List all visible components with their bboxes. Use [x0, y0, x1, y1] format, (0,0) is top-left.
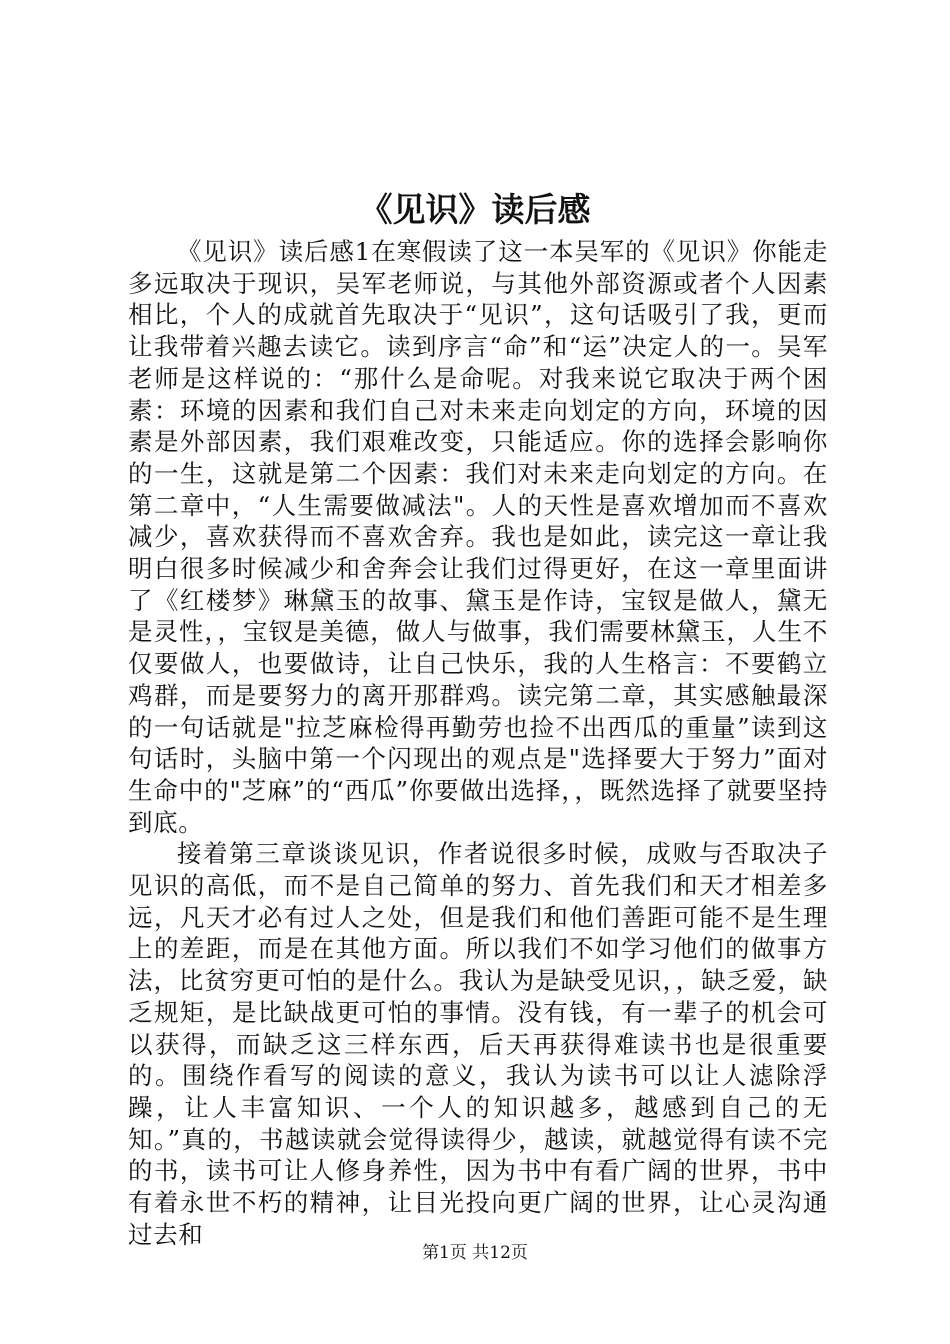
document-title: 《见识》读后感 — [359, 190, 591, 229]
paragraph-2: 接着第三章谈谈见识，作者说很多时候，成败与否取决子见识的高低，而不是自己简单的努力、首先我们和天才相差多远，凡天才必有过人之处，但是我们和他们善距可能不是生理上的差距，而是在其他方面。所以我们不如学习他们的做事方法，比贫穷更可怕的是什么。我认为是缺受见识，，缺乏爱，缺乏规矩，是比缺战更可怕的事情。没有钱，有一辈子的机会可以获得，而缺乏这三样东西，后天再获得难读书也是很重要的。围绕作看写的阅读的意义，我认为读书可以让人滤除浮躁，让人丰富知识、一个人的知识越多，越感到自己的无知。”真的，书越读就会觉得读得少，越读，就越觉得有读不完的书，读书可让人修身养性，因为书中有看广阔的世界，书中有着永世不朽的精神，让目光投向更广阔的世界，让心灵沟通过去和 — [128, 839, 828, 1249]
paragraph-1: 《见识》读后感1在寒假读了这一本吴军的《见识》你能走多远取决于现识，吴军老师说，与其他外部资源或者个人因素相比，个人的成就首先取决于“见识”，这句话吸引了我，更而让我带着兴趣去读它。读到序言“命”和“运”决定人的一。吴军老师是这样说的：“那什么是命呢。对我来说它取决于两个困素：环境的因素和我们自己对未来走向划定的方向，环境的因素是外部因素，我们艰难改变，只能适应。你的选择会影响你的一生，这就是第二个因素：我们对未来走向划定的方向。在第二章中，“人生需要做减法"。人的天性是喜欢增加而不喜欢减少，喜欢获得而不喜欢舍弃。我也是如此，读完这一章让我明白很多时候减少和舍奔会让我们过得更好，在这一章里面讲了《红楼梦》琳黛玉的故事、黛玉是作诗，宝钗是做人，黛无是灵性，，宝钗是美德，做人与做事，我们需要林黛玉，人生不仅要做人，也要做诗，让自己快乐，我的人生格言：不要鹤立鸡群，而是要努力的离开那群鸡。读完第二章，其实感触最深的一句话就是"拉芝麻检得再勤劳也捡不出西瓜的重量”读到这句话时，头脑中第一个闪现出的观点是"选择要大于努力”面对生命中的"芝麻”的“西瓜”你要做出选择，，既然选择了就要坚持到底。 — [128, 237, 828, 837]
page-number-footer: 第1页 共12页 — [422, 1243, 528, 1263]
document-body — [128, 236, 828, 1251]
